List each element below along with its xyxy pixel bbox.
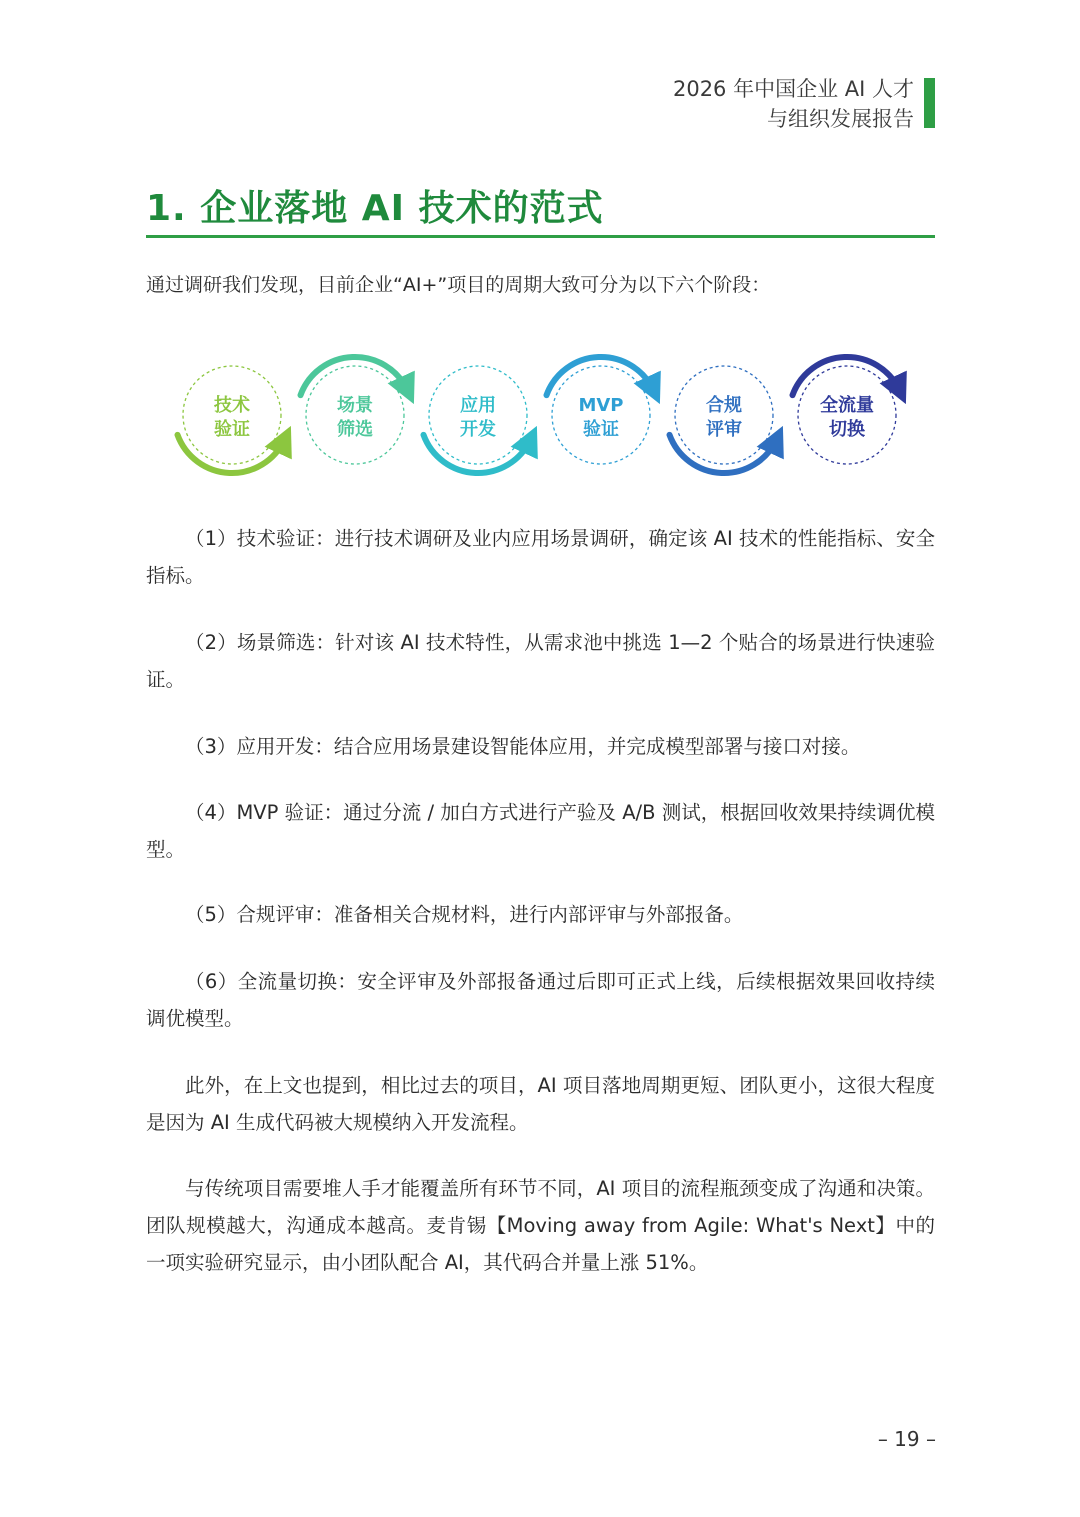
stage-label: 合规	[706, 395, 742, 416]
header-line-2: 与组织发展报告	[767, 107, 914, 131]
body-paragraph: （6）全流量切换：安全评审及外部报备通过后即可正式上线，后续根据效果回收持续调优模型。	[146, 970, 935, 1030]
stage-label: MVP	[578, 395, 624, 416]
section-title: 1. 企业落地 AI 技术的范式	[146, 188, 604, 229]
body-paragraph: （2）场景筛选：针对该 AI 技术特性，从需求池中挑选 1—2 个贴合的场景进行快速验证。	[146, 631, 935, 691]
stage-node	[423, 366, 530, 473]
stage-node	[177, 366, 284, 473]
title-divider	[146, 235, 935, 238]
intro-text: 通过调研我们发现，目前企业“AI+”项目的周期大致可分为以下六个阶段：	[146, 274, 771, 296]
body-paragraph: （1）技术验证：进行技术调研及业内应用场景调研，确定该 AI 技术的性能指标、安全指标。	[146, 527, 935, 587]
stage-cycle-diagram	[160, 340, 920, 490]
body-paragraph: （5）合规评审：准备相关合规材料，进行内部评审与外部报备。	[185, 903, 744, 926]
stage-label: 评审	[706, 419, 742, 440]
stage-label: 应用	[460, 395, 496, 416]
stage-label: 验证	[583, 419, 619, 440]
stage-label: 场景	[337, 395, 373, 416]
stage-node	[300, 357, 407, 464]
body-paragraph: （3）应用开发：结合应用场景建设智能体应用，并完成模型部署与接口对接。	[185, 735, 861, 758]
page-number: – 19 –	[877, 1427, 936, 1451]
stage-label: 开发	[460, 419, 496, 440]
header-title	[673, 74, 914, 134]
header-accent-bar	[924, 78, 935, 128]
stage-label: 切换	[829, 419, 865, 440]
stage-node	[792, 357, 899, 464]
stage-label: 技术	[214, 395, 250, 416]
stage-label: 筛选	[337, 419, 373, 440]
stage-label: 验证	[214, 419, 250, 440]
stage-node	[546, 357, 653, 464]
stage-node	[669, 366, 776, 473]
body-paragraph: 此外，在上文也提到，相比过去的项目，AI 项目落地周期更短、团队更小，这很大程度是因为 AI 生成代码被大规模纳入开发流程。	[146, 1074, 935, 1134]
body-paragraph: （4）MVP 验证：通过分流 / 加白方式进行产验及 A/B 测试，根据回收效果持续调优模型。	[146, 801, 935, 861]
header-line-1: 2026 年中国企业 AI 人才	[672, 77, 914, 101]
body-paragraph: 与传统项目需要堆人手才能覆盖所有环节不同，AI 项目的流程瓶颈变成了沟通和决策。团队规模越大，沟通成本越高。麦肯锡【Moving away from Agile: What's Next】中的一项实验研究显示，由小团队配合 AI，其代码合并量上涨 51%。	[146, 1177, 935, 1274]
stage-label: 全流量	[820, 395, 874, 416]
